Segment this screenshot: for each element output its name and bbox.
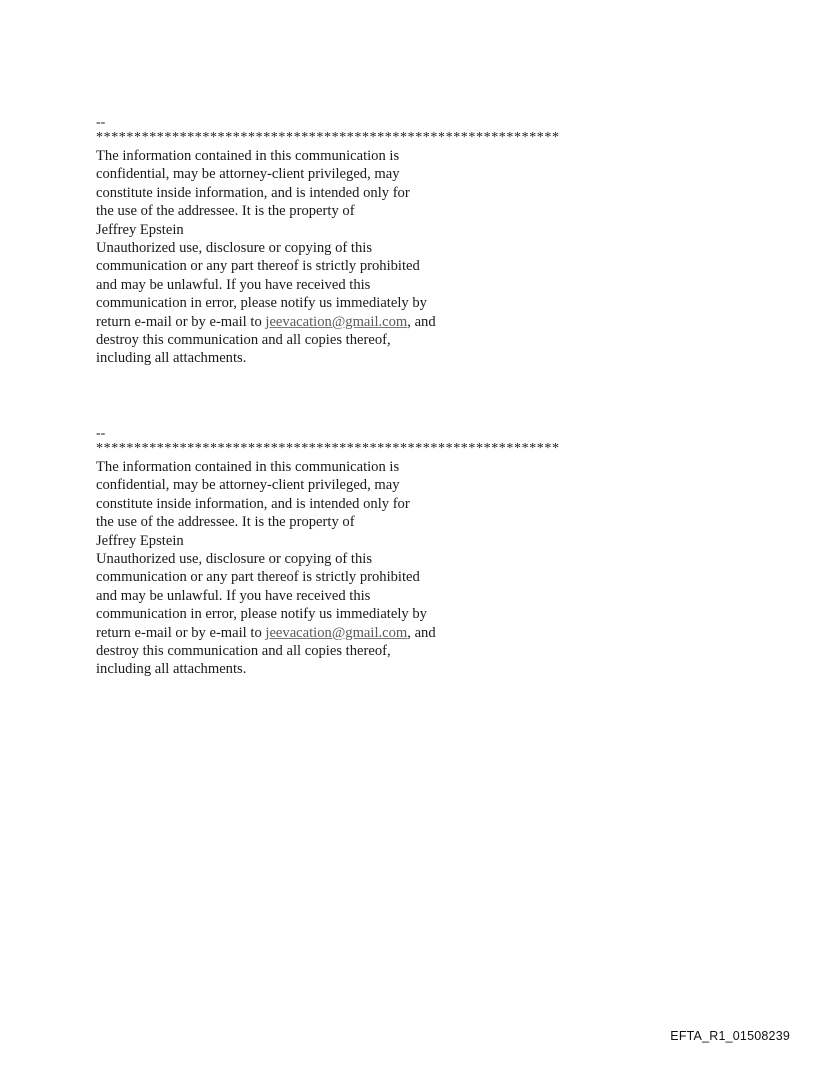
confidentiality-disclaimer <box>96 115 656 368</box>
disclaimer-line: and may be unlawful. If you have received this <box>96 587 371 604</box>
disclaimer-line: The information contained in this communication is <box>96 148 400 164</box>
asterisk-divider: ************************************************************* <box>96 130 560 145</box>
link-prefix-text: return e-mail or by e-mail to <box>96 624 266 641</box>
disclaimer-line: constitute inside information, and is intended only for <box>96 184 410 201</box>
disclaimer-line: and may be unlawful. If you have received this <box>96 276 371 293</box>
disclaimer-line: communication in error, please notify us immediately by <box>96 295 427 312</box>
disclaimer-line: including all attachments. <box>96 661 247 678</box>
disclaimer-line: communication or any part thereof is strictly prohibited <box>96 569 420 586</box>
disclaimer-line: Jeffrey Epstein <box>96 221 184 238</box>
disclaimer-line: confidential, may be attorney-client privileged, may <box>96 477 400 494</box>
disclaimer-line: Unauthorized use, disclosure or copying of this <box>96 240 373 257</box>
disclaimer-line: the use of the addressee. It is the property of <box>96 514 355 531</box>
link-prefix-text: return e-mail or by e-mail to <box>96 313 266 330</box>
disclaimer-line: destroy this communication and all copies thereof, <box>96 643 391 660</box>
link-suffix-text: , and <box>407 313 436 330</box>
email-link[interactable]: jeevacation@gmail.com <box>265 624 408 641</box>
disclaimer-line: the use of the addressee. It is the property of <box>96 203 355 220</box>
disclaimer-line: constitute inside information, and is intended only for <box>96 495 410 512</box>
asterisk-divider: ************************************************************* <box>96 441 560 456</box>
disclaimer-line: destroy this communication and all copies thereof, <box>96 332 391 349</box>
signature-separator: -- <box>96 115 106 130</box>
email-link[interactable]: jeevacation@gmail.com <box>265 313 408 330</box>
link-suffix-text: , and <box>407 624 436 641</box>
disclaimer-line: The information contained in this communication is <box>96 459 400 475</box>
disclaimer-line: Unauthorized use, disclosure or copying of this <box>96 551 373 568</box>
disclaimer-line: communication or any part thereof is strictly prohibited <box>96 258 420 275</box>
disclaimer-line: Jeffrey Epstein <box>96 532 184 549</box>
disclaimer-line: confidential, may be attorney-client privileged, may <box>96 166 400 183</box>
disclaimer-line: communication in error, please notify us immediately by <box>96 606 427 623</box>
signature-separator: -- <box>96 426 106 441</box>
disclaimer-link-line <box>96 624 656 642</box>
document-id: EFTA_R1_01508239 <box>670 1029 790 1043</box>
disclaimer-link-line <box>96 313 656 331</box>
confidentiality-disclaimer <box>96 426 656 679</box>
disclaimer-line: including all attachments. <box>96 350 247 367</box>
